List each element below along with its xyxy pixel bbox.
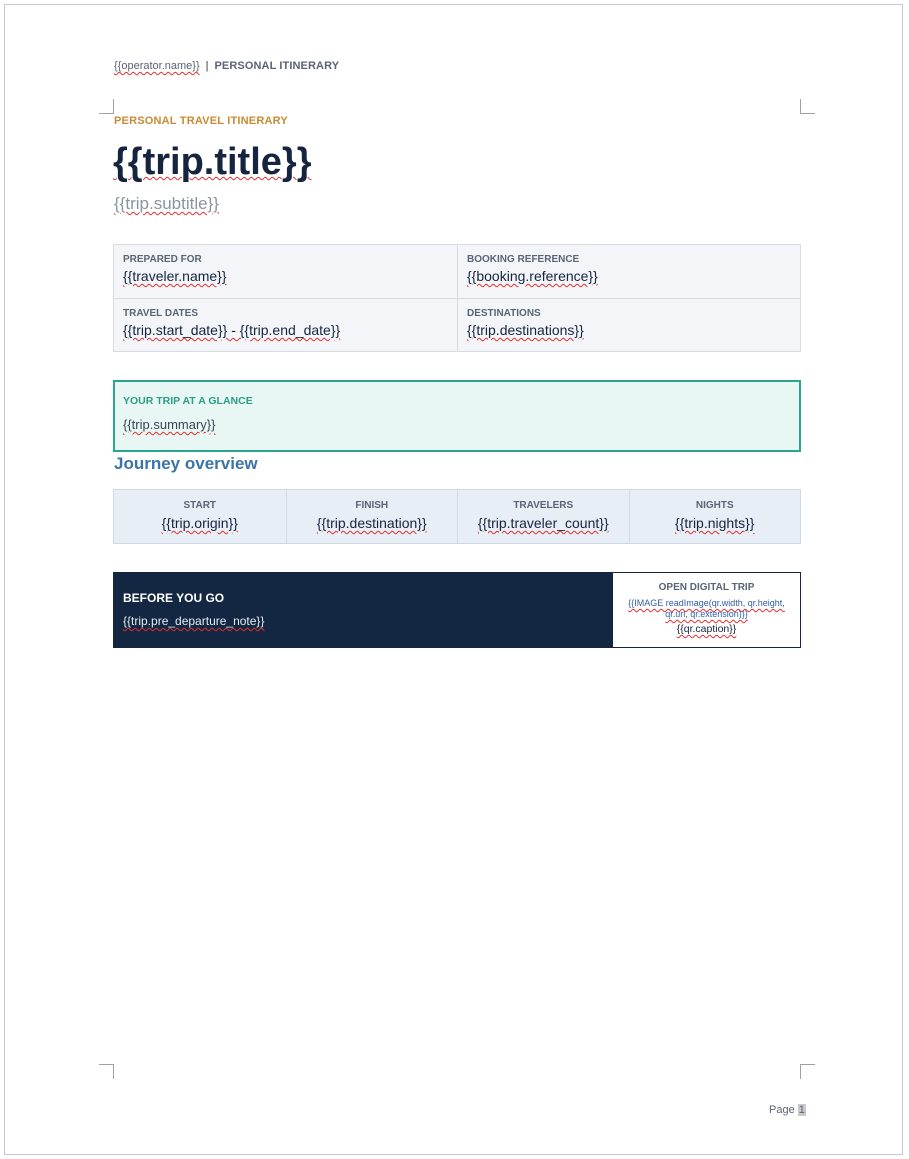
overview-label: NIGHTS xyxy=(695,500,734,511)
overview-label: FINISH xyxy=(355,500,389,511)
header-label[interactable]: PERSONAL ITINERARY xyxy=(214,60,340,72)
info-cell-travel-dates[interactable] xyxy=(114,298,457,351)
hero-eyebrow[interactable]: PERSONAL TRAVEL ITINERARY xyxy=(114,115,288,127)
overview-cell-finish[interactable] xyxy=(286,490,458,543)
overview-value: {{trip.destination}} xyxy=(316,515,427,531)
header-operator[interactable]: {{operator.name}} xyxy=(114,60,200,72)
qr-caption: {{qr.caption}} xyxy=(676,623,737,635)
before-you-go-title: BEFORE YOU GO xyxy=(123,591,225,605)
info-value: {{booking.reference}} xyxy=(467,268,598,284)
info-value: {{trip.destinations}} xyxy=(467,322,584,338)
info-label: DESTINATIONS xyxy=(467,308,541,319)
page-footer xyxy=(769,1104,806,1116)
info-value: {{trip.start_date}} - {{trip.end_date}} xyxy=(123,322,341,338)
info-cell-booking-reference[interactable] xyxy=(457,245,800,298)
header-separator: | xyxy=(205,60,209,72)
digital-trip-title: OPEN DIGITAL TRIP xyxy=(658,582,755,593)
qr-image-placeholder: {{IMAGE readImage(qr.width, qr.height, qr.url, qr.extension)}} xyxy=(628,598,785,619)
glance-label: YOUR TRIP AT A GLANCE xyxy=(123,395,253,407)
info-label: BOOKING REFERENCE xyxy=(467,254,580,265)
overview-value: {{trip.origin}} xyxy=(161,515,238,531)
trip-info-table xyxy=(113,244,801,352)
page-number-field[interactable]: 1 xyxy=(798,1104,805,1116)
glance-value: {{trip.summary}} xyxy=(123,417,216,432)
info-label: PREPARED FOR xyxy=(123,254,202,265)
overview-label: START xyxy=(183,500,217,511)
page-header xyxy=(114,60,339,72)
overview-cell-travelers[interactable] xyxy=(457,490,629,543)
trip-subtitle[interactable]: {{trip.subtitle}} xyxy=(114,194,219,213)
margin-crop-mark xyxy=(800,99,815,114)
margin-crop-mark xyxy=(99,1064,114,1079)
margin-crop-mark xyxy=(800,1064,815,1079)
page-label: Page xyxy=(769,1104,795,1116)
overview-label: TRAVELERS xyxy=(513,500,574,511)
overview-value: {{trip.nights}} xyxy=(675,515,755,531)
info-label: TRAVEL DATES xyxy=(123,308,199,319)
before-you-go-banner xyxy=(113,572,801,648)
info-value: {{traveler.name}} xyxy=(123,268,227,284)
info-cell-destinations[interactable] xyxy=(457,298,800,351)
before-you-go-panel[interactable] xyxy=(114,573,611,647)
trip-glance-box[interactable] xyxy=(113,380,801,452)
digital-trip-panel[interactable] xyxy=(611,573,800,647)
overview-value: {{trip.traveler_count}} xyxy=(477,515,609,531)
before-you-go-note: {{trip.pre_departure_note}} xyxy=(123,614,265,628)
journey-overview-table xyxy=(113,489,801,544)
info-cell-prepared-for[interactable] xyxy=(114,245,457,298)
overview-cell-start[interactable] xyxy=(114,490,286,543)
trip-title[interactable]: {{trip.title}} xyxy=(113,141,312,183)
overview-cell-nights[interactable] xyxy=(629,490,801,543)
journey-overview-heading[interactable]: Journey overview xyxy=(114,454,258,473)
margin-crop-mark xyxy=(99,99,114,114)
